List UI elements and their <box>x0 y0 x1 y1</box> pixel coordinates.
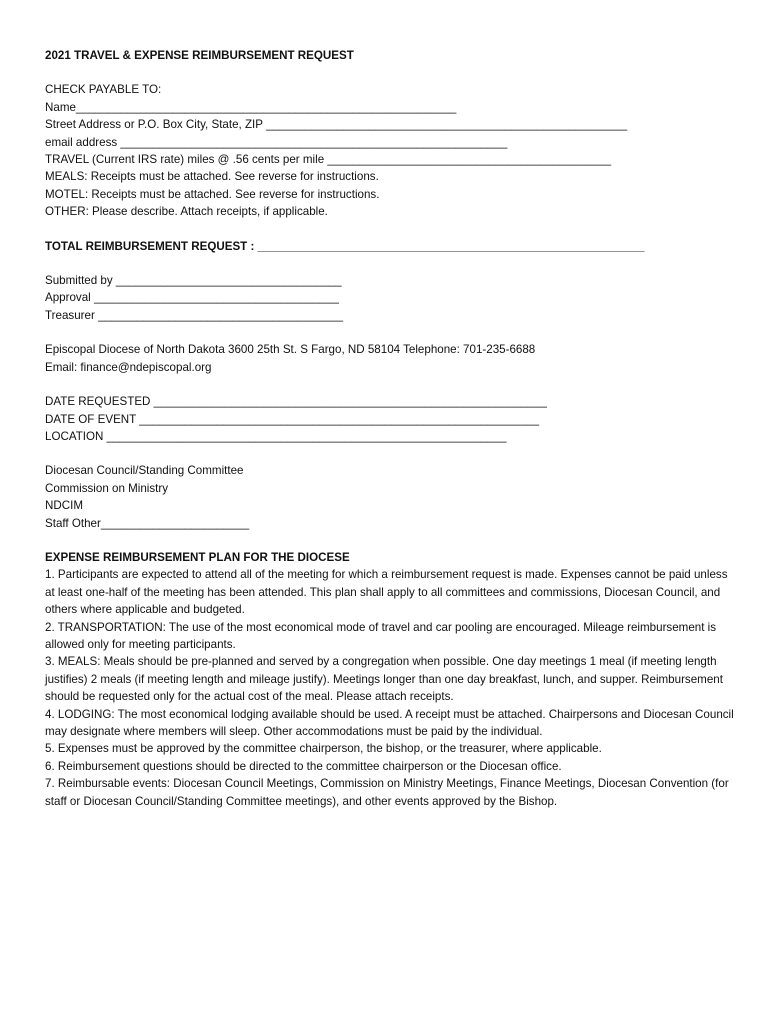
committee-option-council[interactable]: Diocesan Council/Standing Committee <box>45 464 244 478</box>
payee-section <box>45 81 735 220</box>
plan-heading: EXPENSE REIMBURSEMENT PLAN FOR THE DIOCESE <box>45 550 350 564</box>
committee-section <box>45 462 735 532</box>
plan-item: 6. Reimbursement questions should be directed to the committee chairperson or the Diocesan office. <box>45 759 562 773</box>
document-page <box>45 47 735 810</box>
check-payable-label: CHECK PAYABLE TO: <box>45 83 162 97</box>
contact-section <box>45 341 735 376</box>
approval-field[interactable]: Approval ______________________________________ <box>45 291 339 305</box>
plan-item: 1. Participants are expected to attend all of the meeting for which a reimbursement request is made. Expenses cannot be paid unless at least one-half of the meeting has been attended. This plan shall apply to all committees and commissions, Diocesan Council, and others where applicable and budgeted. <box>45 568 728 617</box>
signature-section <box>45 272 735 324</box>
plan-item: 7. Reimbursable events: Diocesan Council Meetings, Commission on Ministry Meetings, Finance Meetings, Diocesan Convention (for staff or Diocesan Council/Standing Committee meetings), and other events approved by the Bishop. <box>45 777 729 808</box>
other-note: OTHER: Please describe. Attach receipts, if applicable. <box>45 205 328 219</box>
meals-note: MEALS: Receipts must be attached. See reverse for instructions. <box>45 170 379 184</box>
diocese-address: Episcopal Diocese of North Dakota 3600 25th St. S Fargo, ND 58104 Telephone: 701-235-6688 <box>45 343 536 357</box>
plan-item: 3. MEALS: Meals should be pre-planned and served by a congregation when possible. One day meetings 1 meal (if meeting length justifies) 2 meals (if meeting length and mileage justify). Meetings longer than one day breakfast, lunch, and supper. Reimbursement should be requested only for the actual cost of the meal. Please attach receipts. <box>45 655 723 704</box>
plan-item: 5. Expenses must be approved by the committee chairperson, the bishop, or the treasurer, where applicable. <box>45 742 602 756</box>
plan-item: 4. LODGING: The most economical lodging available should be used. A receipt must be attached. Chairpersons and Diocesan Council may designate where members will sleep. Other accommodations must be paid by the individual. <box>45 707 734 738</box>
email-field[interactable]: email address ____________________________________________________________ <box>45 135 508 149</box>
committee-option-ministry[interactable]: Commission on Ministry <box>45 481 169 495</box>
name-field[interactable]: Name___________________________________________________________ <box>45 100 457 114</box>
motel-note: MOTEL: Receipts must be attached. See reverse for instructions. <box>45 187 380 201</box>
date-requested-field[interactable]: DATE REQUESTED _____________________________________________________________ <box>45 395 547 409</box>
submitted-by-field[interactable]: Submitted by ___________________________________ <box>45 274 342 288</box>
total-reimbursement-field[interactable]: TOTAL REIMBURSEMENT REQUEST : ____________________________________________________________ <box>45 239 645 253</box>
location-field[interactable]: LOCATION ______________________________________________________________ <box>45 429 507 443</box>
committee-option-staff-other[interactable]: Staff Other_______________________ <box>45 516 250 530</box>
committee-option-ndcim[interactable]: NDCIM <box>45 499 83 513</box>
travel-miles-field[interactable]: TRAVEL (Current IRS rate) miles @ .56 cents per mile ____________________________________________ <box>45 153 612 167</box>
contact-email: Email: finance@ndepiscopal.org <box>45 360 212 374</box>
treasurer-field[interactable]: Treasurer ______________________________________ <box>45 308 344 322</box>
address-field[interactable]: Street Address or P.O. Box City, State, ZIP ________________________________________________________ <box>45 118 628 132</box>
plan-item: 2. TRANSPORTATION: The use of the most economical mode of travel and car pooling are encouraged. Mileage reimbursement is allowed only for meeting participants. <box>45 620 717 651</box>
plan-section <box>45 549 735 810</box>
event-section <box>45 393 735 445</box>
date-of-event-field[interactable]: DATE OF EVENT ______________________________________________________________ <box>45 412 540 426</box>
form-title: 2021 TRAVEL & EXPENSE REIMBURSEMENT REQUEST <box>45 49 354 62</box>
